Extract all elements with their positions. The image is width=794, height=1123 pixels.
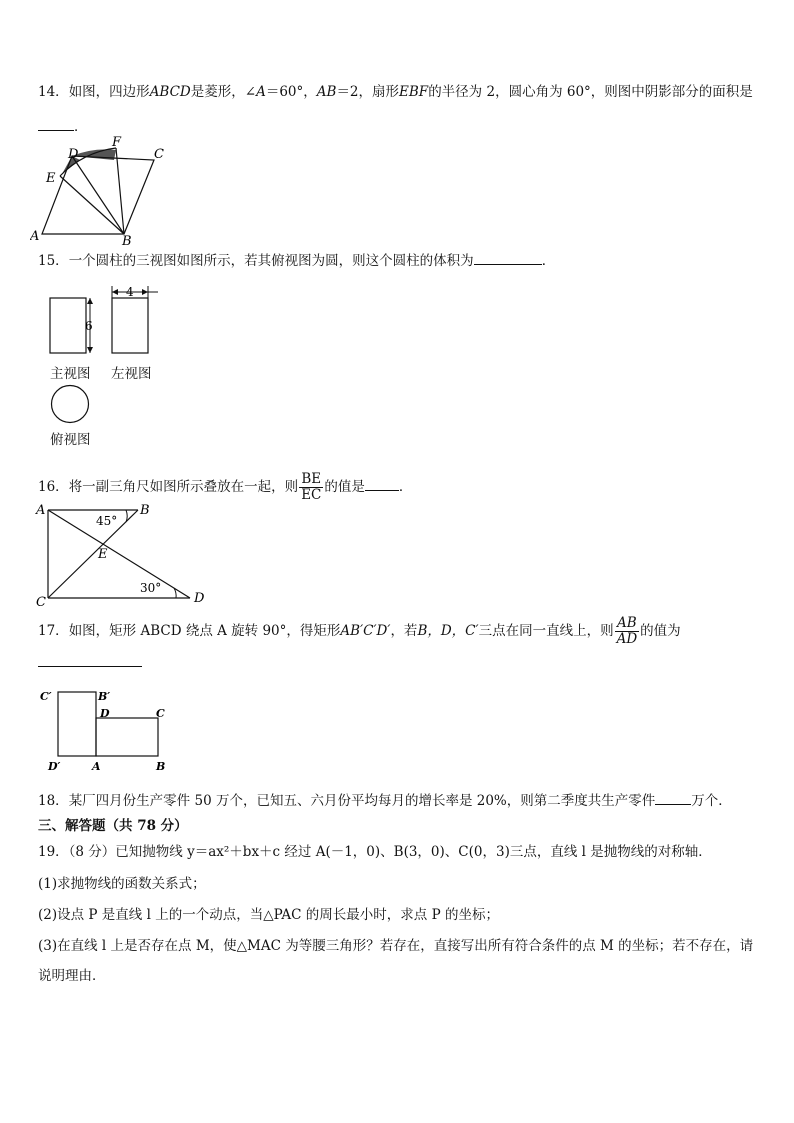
q19-part1: (1)求抛物线的函数关系式； (38, 876, 206, 892)
q17-points: B，D，C′ (417, 623, 479, 639)
q16-frac-den: EC (301, 487, 322, 503)
q16-label-c: C (36, 595, 46, 608)
q17-figure (34, 684, 184, 776)
q17-label-b: B (156, 760, 166, 773)
q16-t1: 将一副三角尺如图所示叠放在一起，则 (68, 479, 299, 495)
q17-label-dprime: D′ (48, 760, 61, 773)
q14-t4: ＝2，扇形 (336, 84, 400, 100)
q15-width-arrow-right (142, 289, 148, 295)
q15-question: 一个圆柱的三视图如图所示，若其俯视图为圆，则这个圆柱的体积为 (68, 253, 474, 269)
q14-radius-bf (116, 148, 124, 234)
q14-diagonal-db (72, 156, 124, 234)
q14-label-e: E (46, 171, 56, 186)
q15-dim-height: 6 (85, 319, 93, 333)
q19-stem: 19．（8 分）已知抛物线 y＝ax²＋bx＋c 经过 A(－1，0)、B(3，0)、C(0，3)三点，直线 l 是抛物线的对称轴． (38, 844, 712, 860)
q17-answer-blank[interactable] (38, 666, 142, 667)
q14-label-b: B (122, 234, 132, 246)
q17-t3: 三点在同一直线上，则 (478, 623, 614, 639)
q17-rect-rotated (58, 692, 96, 756)
q18-answer-blank[interactable] (655, 790, 691, 805)
q14-end: ． (74, 119, 88, 135)
q16-line-bc (48, 510, 138, 598)
q15-text (38, 250, 555, 271)
q19-part3-cont: 说明理由． (38, 968, 106, 984)
q15-width-arrow-left (112, 289, 118, 295)
q15-end: ． (541, 253, 556, 269)
q14-label-c: C (154, 147, 164, 162)
q18-text (38, 790, 732, 811)
q14-label-a: A (30, 229, 40, 244)
q15-left-label: 左视图 (111, 366, 152, 382)
q15-top-view (50, 384, 92, 426)
q17-text (38, 616, 681, 647)
q14-a: A (256, 84, 266, 100)
q16-answer-blank[interactable] (365, 476, 399, 491)
q15-dim-width: 4 (126, 285, 134, 299)
q16-end: ． (398, 479, 413, 495)
q17-label-bprime: B′ (98, 690, 111, 703)
q14-ebf: EBF (399, 84, 429, 100)
q15-number: 15． (38, 253, 69, 269)
q17-t4: 的值为 (640, 623, 681, 639)
q15-height-arrow-top (87, 298, 93, 304)
q19-part3: (3)在直线 l 上是否存在点 M，使△MAC 为等腰三角形？若存在，直接写出所有符合条件的点 M 的坐标；若不存在，请 (38, 938, 754, 954)
q17-label-d: D (100, 707, 110, 720)
q14-t3: ＝60°， (265, 84, 317, 100)
q14-text (38, 82, 753, 102)
q16-number: 16． (38, 479, 69, 495)
q17-rect-original (96, 718, 158, 756)
q14-t5: 的半径为 2，圆心角为 60°，则图中阴影部分的面积是 (428, 84, 753, 100)
q14-number: 14． (38, 84, 69, 100)
q17-label-a: A (92, 760, 101, 773)
q16-t2: 的值是 (324, 479, 365, 495)
q16-text (38, 472, 412, 503)
q14-t2: 是菱形，∠ (190, 84, 257, 100)
section-title: 三、解答题（共 78 分） (38, 818, 188, 834)
q16-frac-num: BE (299, 472, 323, 488)
q17-frac-den: AD (616, 631, 638, 647)
q14-answer-blank[interactable] (38, 116, 74, 131)
q16-label-a: A (36, 503, 46, 518)
q14-figure (30, 134, 170, 246)
q16-label-b: B (140, 503, 150, 518)
q18-t2: 万个． (691, 793, 732, 809)
q14-radius-be (60, 176, 124, 234)
q17-label-c: C (156, 707, 165, 720)
q17-t1: 如图，矩形 ABCD 绕点 A 旋转 90°，得矩形 (68, 623, 341, 639)
q15-answer-blank[interactable] (474, 250, 542, 265)
q16-angle-arc-45 (126, 510, 127, 522)
q15-front-view (50, 298, 86, 353)
q17-t2: ，若 (390, 623, 418, 639)
q15-left-view (112, 298, 148, 353)
q15-height-arrow-bottom (87, 347, 93, 353)
q17-label-cprime: C′ (40, 690, 52, 703)
q19-part2: (2)设点 P 是直线 l 上的一个动点，当△PAC 的周长最小时，求点 P 的坐标； (38, 907, 499, 923)
q17-fraction (615, 616, 640, 647)
q18-t1: 某厂四月份生产零件 50 万个，已知五、六月份平均每月的增长率是 20%，则第二季度共生产零件 (68, 793, 656, 809)
q16-line-ad (48, 510, 190, 598)
q17-rect2: AB′C′D′ (340, 623, 391, 639)
q16-figure (34, 500, 214, 608)
q16-label-e: E (98, 547, 108, 562)
q14-label-f: F (112, 135, 122, 150)
q16-angle-45: 45° (96, 514, 118, 528)
q18-number: 18． (38, 793, 69, 809)
q14-label-d: D (68, 147, 79, 162)
q16-label-d: D (194, 591, 205, 606)
q14-abcd: ABCD (149, 84, 191, 100)
q15-front-label: 主视图 (50, 366, 91, 382)
q14-ab: AB (316, 84, 337, 100)
q16-fraction (299, 472, 323, 503)
q17-frac-num: AB (615, 616, 640, 632)
q15-views-figure (44, 282, 164, 358)
q15-top-view-circle (52, 386, 89, 423)
q14-t1: 如图，四边形 (68, 84, 150, 100)
q17-number: 17． (38, 623, 69, 639)
q16-angle-30: 30° (140, 581, 162, 595)
q15-top-label: 俯视图 (50, 432, 91, 448)
